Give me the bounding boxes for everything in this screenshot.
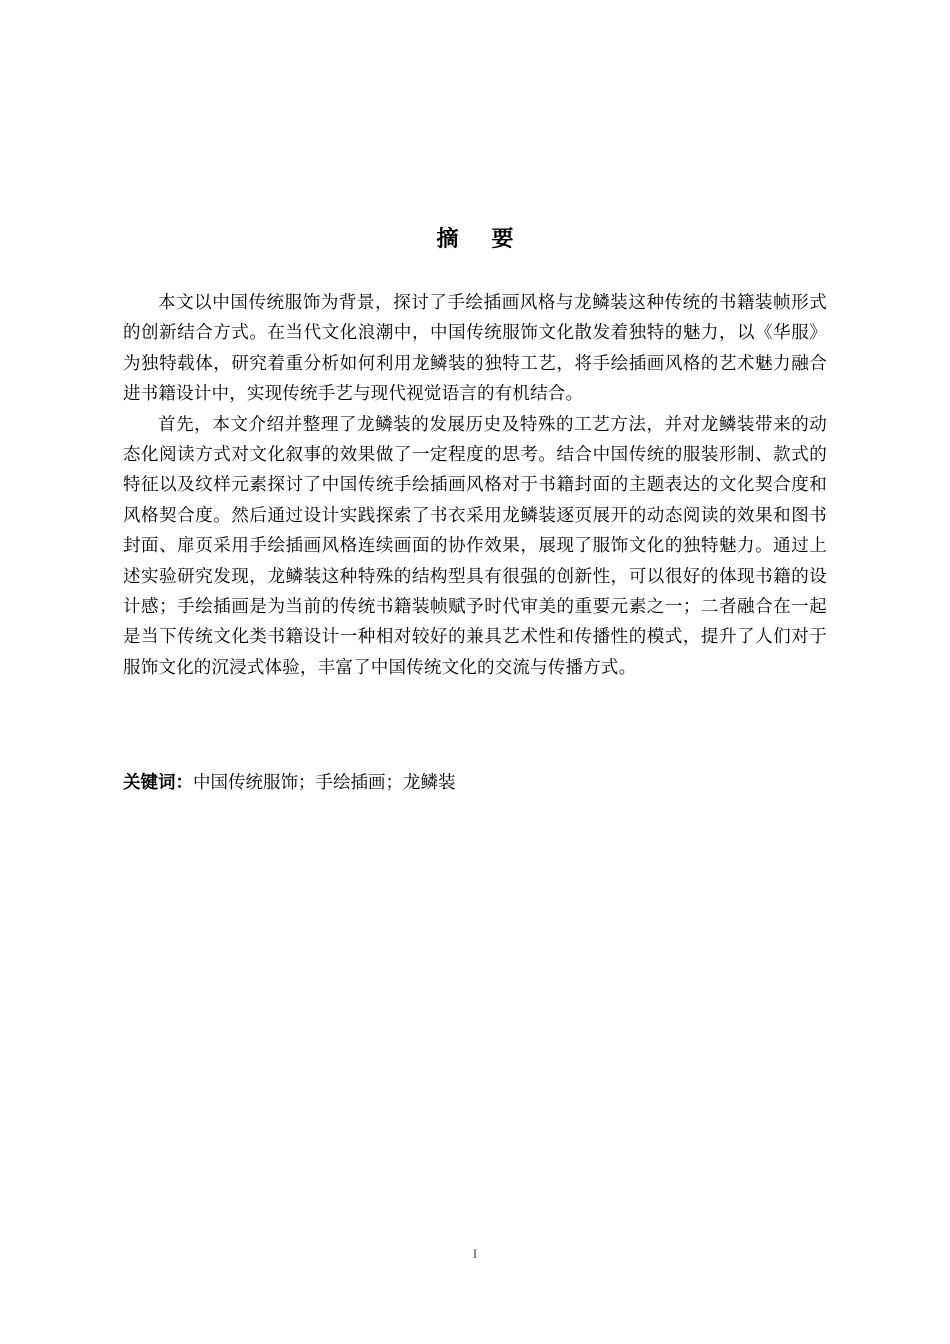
page-number: I: [472, 1246, 478, 1261]
abstract-paragraph-2: 首先，本文介绍并整理了龙鳞装的发展历史及特殊的工艺方法，并对龙鳞装带来的动态化阅读方式对文化叙事的效果做了一定程度的思考。结合中国传统的服装形制、款式的特征以及纹样元素探讨了中国传统手绘插画风格对于书籍封面的主题表达的文化契合度和风格契合度。然后通过设计实践探索了书衣采用龙鳞装逐页展开的动态阅读的效果和图书封面、扉页采用手绘插画风格连续画面的协作效果，展现了服饰文化的独特魅力。通过上述实验研究发现，龙鳞装这种特殊的结构型具有很强的创新性，可以很好的体现书籍的设计感；手绘插画是为当前的传统书籍装帧赋予时代审美的重要元素之一；二者融合在一起是当下传统文化类书籍设计一种相对较好的兼具艺术性和传播性的模式，提升了人们对于服饰文化的沉浸式体验，丰富了中国传统文化的交流与传播方式。: [123, 414, 827, 678]
keywords-value: 中国传统服饰；手绘插画；龙鳞装: [193, 773, 456, 793]
page-title: 摘要: [436, 227, 547, 252]
keywords-label: 关键词：: [123, 773, 193, 793]
abstract-paragraph-1: 本文以中国传统服饰为背景，探讨了手绘插画风格与龙鳞装这种传统的书籍装帧形式的创新结合方式。在当代文化浪潮中，中国传统服饰文化散发着独特的魅力，以《华服》为独特载体，研究着重分析如何利用龙鳞装的独特工艺，将手绘插画风格的艺术魅力融合进书籍设计中，实现传统手艺与现代视觉语言的有机结合。: [123, 293, 827, 405]
keywords-line: [123, 768, 827, 798]
abstract-body: [123, 288, 827, 683]
